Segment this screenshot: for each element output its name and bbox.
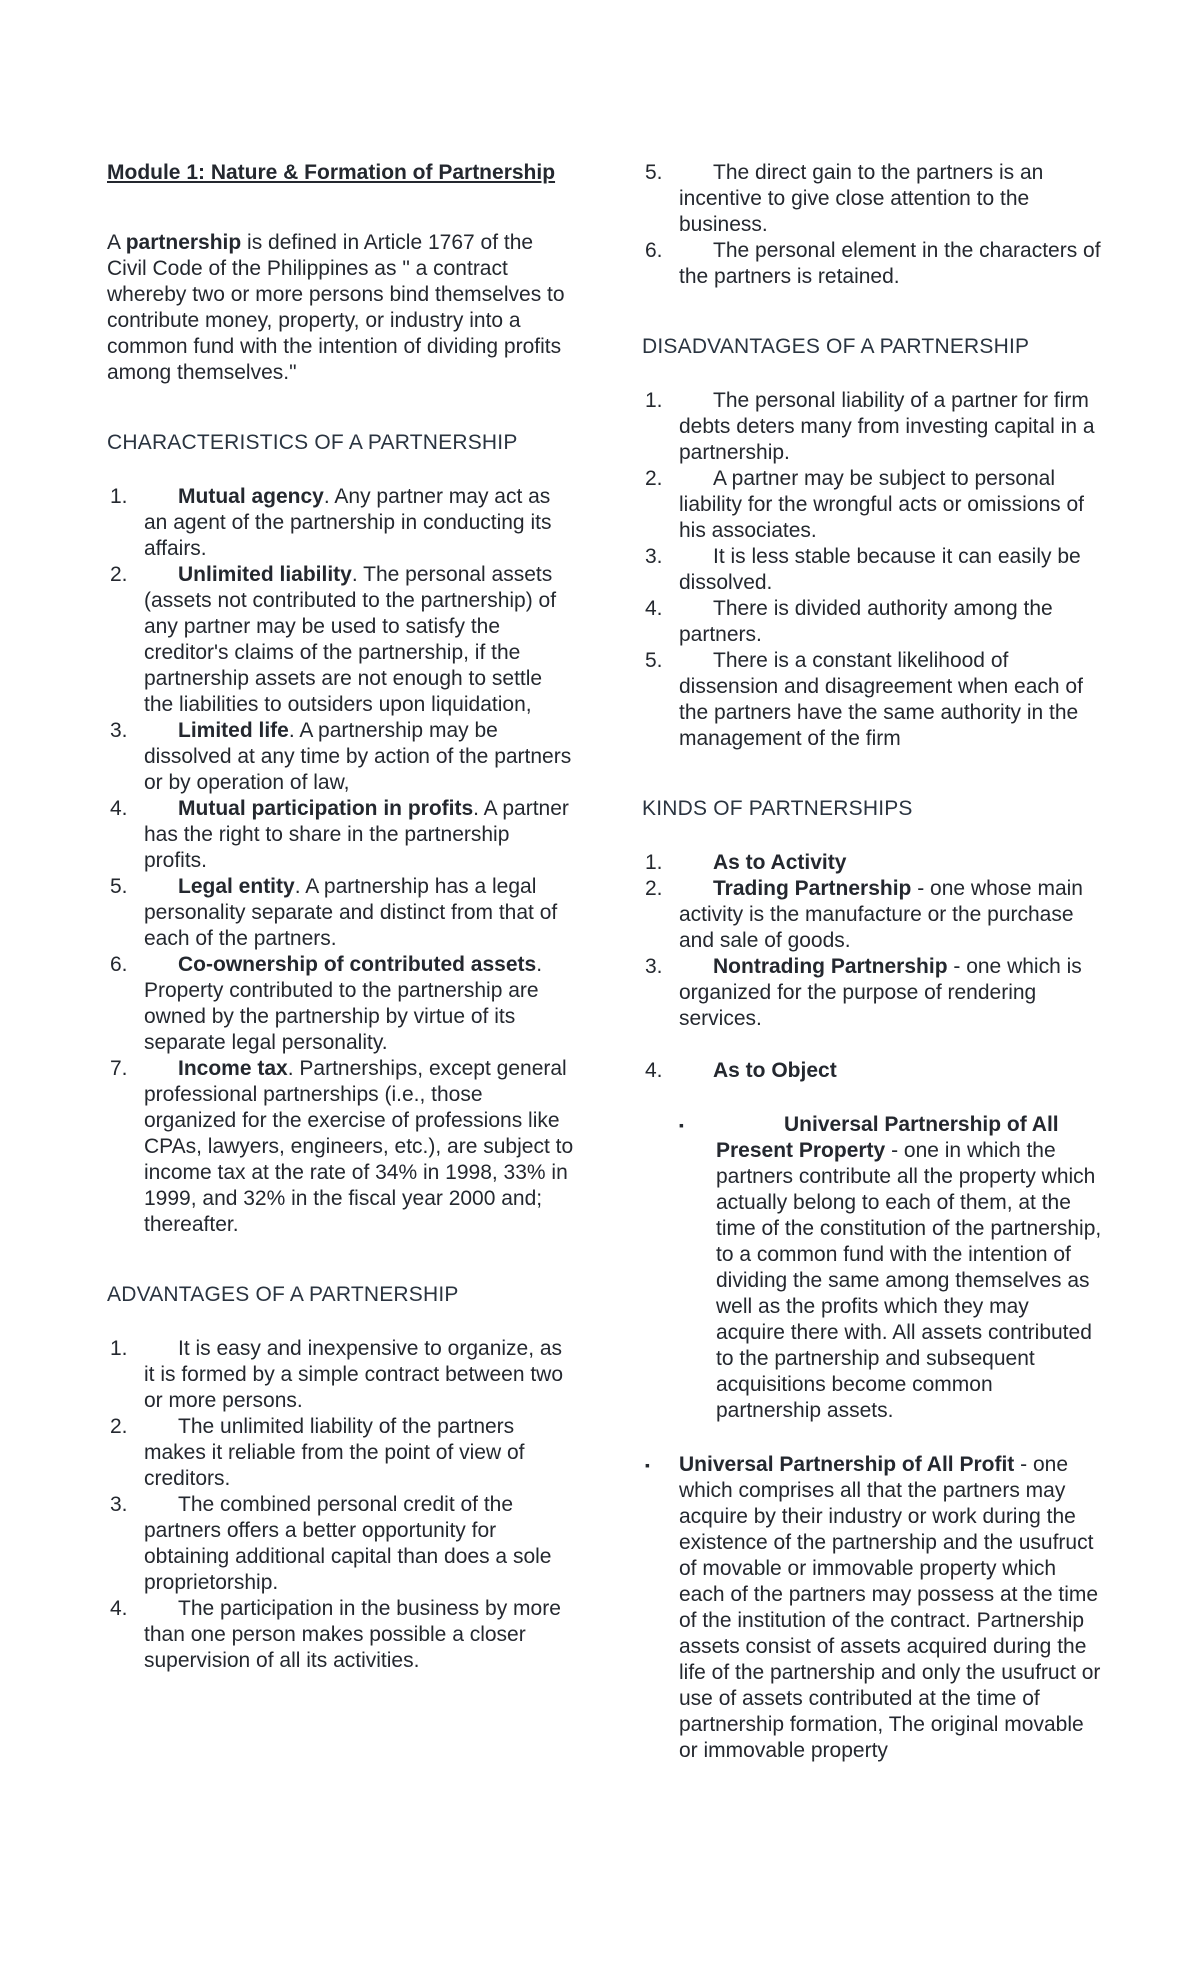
square-bullet-icon: ▪ [679, 1117, 684, 1133]
list-item [642, 850, 1102, 876]
intro-pre: A [107, 231, 126, 254]
list-item [642, 648, 1102, 752]
item-number: 4. [110, 797, 128, 820]
item-text: The participation in the business by more than one person makes possible a closer supervision of all its activities. [144, 1597, 561, 1672]
object-bullets [642, 1112, 1102, 1764]
item-number: 2. [110, 563, 128, 586]
item-number: 3. [110, 1493, 128, 1516]
characteristics-heading: CHARACTERISTICS OF A PARTNERSHIP [107, 431, 518, 454]
list-item [642, 544, 1102, 596]
item-number: 1. [645, 389, 663, 412]
item-text: There is a constant likelihood of dissension and disagreement when each of the partners have the same authority in the management of the firm [679, 649, 1083, 750]
item-number: 4. [645, 1059, 663, 1082]
item-number: 1. [110, 1337, 128, 1360]
list-item [107, 796, 577, 874]
item-number: 2. [110, 1415, 128, 1438]
item-text: . A partner has the right to share in the partnership profits. [144, 797, 569, 872]
square-bullet-icon: ▪ [645, 1457, 650, 1473]
item-number: 5. [110, 875, 128, 898]
item-text: - one in which the partners contribute all the property which actually belong to each of them, at the time of the constitution of the partnership, to a common fund with the intention of dividing the same among themselves as well as the profits which they may acquire there with. All assets contributed to the partnership and subsequent acquisitions become common partnership assets. [716, 1139, 1102, 1422]
item-term: Co-ownership of contributed assets [178, 953, 537, 976]
list-item [642, 596, 1102, 648]
item-number: 6. [110, 953, 128, 976]
kinds-list-object [642, 1058, 1102, 1084]
list-item [107, 562, 577, 718]
list-item [642, 160, 1102, 238]
item-term: Limited life [178, 719, 289, 742]
item-text: The direct gain to the partners is an incentive to give close attention to the business. [679, 161, 1044, 236]
item-number: 4. [110, 1597, 128, 1620]
item-number: 3. [110, 719, 128, 742]
item-number: 1. [110, 485, 128, 508]
module-title: Module 1: Nature & Formation of Partnership [107, 161, 556, 184]
list-item [107, 1492, 577, 1596]
list-item [107, 952, 577, 1056]
right-column [642, 160, 1102, 1764]
item-number: 2. [645, 877, 663, 900]
list-item [107, 1596, 577, 1674]
advantages-heading: ADVANTAGES OF A PARTNERSHIP [107, 1283, 459, 1306]
item-term: Universal Partnership of All Profit [679, 1453, 1015, 1476]
item-text: There is divided authority among the partners. [679, 597, 1053, 646]
item-text: - one which comprises all that the partners may acquire by their industry or work during the existence of the partnership and the usufruct of movable or immovable property which each of the partners may possess at the time of the institution of the contract. Partnership assets consist of assets acquired during the life of the partnership and only the usufruct or use of assets contributed at the time of partnership formation, The original movable or immovable property [679, 1453, 1101, 1762]
advantages-list [107, 1336, 577, 1674]
intro-post: is defined in Article 1767 of the Civil Code of the Philippines as " a contract whereby two or more persons bind themselves to contribute money, property, or industry into a common fund with the intention of dividing profits among themselves." [107, 231, 565, 384]
item-term: Nontrading Partnership [713, 955, 948, 978]
list-item [642, 954, 1102, 1032]
intro-term: partnership [125, 231, 242, 254]
intro-paragraph [107, 230, 577, 386]
item-text: It is easy and inexpensive to organize, as it is formed by a simple contract between two or more persons. [144, 1337, 564, 1412]
item-text: . Any partner may act as an agent of the partnership in conducting its affairs. [144, 485, 552, 560]
advantages-list-continued [642, 160, 1102, 290]
item-text: . Partnerships, except general professional partnerships (i.e., those organized for the exercise of professions like CPAs, lawyers, engineers, etc.), are subject to income tax at the rate of 34% in 1998, 33% in 1999, and 32% in the fiscal year 2000 and; thereafter. [144, 1057, 574, 1236]
list-item [107, 718, 577, 796]
item-text: . A partnership may be dissolved at any time by action of the partners or by operation of law, [144, 719, 572, 794]
item-text: A partner may be subject to personal liability for the wrongful acts or omissions of his associates. [679, 467, 1084, 542]
list-item [642, 1058, 1102, 1084]
item-number: 6. [645, 239, 663, 262]
disadvantages-list [642, 388, 1102, 752]
list-item [642, 388, 1102, 466]
list-item [642, 1452, 1102, 1764]
list-item [642, 466, 1102, 544]
item-text: - one which is organized for the purpose of rendering services. [679, 955, 1082, 1030]
item-text: . Property contributed to the partnership are owned by the partnership by virtue of its separate legal personality. [144, 953, 543, 1054]
kinds-heading: KINDS OF PARTNERSHIPS [642, 797, 913, 820]
item-number: 7. [110, 1057, 128, 1080]
item-number: 3. [645, 955, 663, 978]
item-number: 5. [645, 161, 663, 184]
item-text: . The personal assets (assets not contributed to the partnership) of any partner may be used to satisfy the creditor's claims of the partnership, if the partnership assets are not enough to settle the liabilities to outsiders upon liquidation, [144, 563, 557, 716]
item-term: Unlimited liability [178, 563, 352, 586]
kinds-list [642, 850, 1102, 1032]
item-text: It is less stable because it can easily be dissolved. [679, 545, 1081, 594]
item-term: Legal entity [178, 875, 295, 898]
item-text: The personal element in the characters of the partners is retained. [679, 239, 1101, 288]
item-number: 5. [645, 649, 663, 672]
item-term: As to Activity [713, 851, 847, 874]
item-text: The personal liability of a partner for firm debts deters many from investing capital in a partnership. [679, 389, 1095, 464]
disadvantages-heading: DISADVANTAGES OF A PARTNERSHIP [642, 335, 1030, 358]
item-text: The combined personal credit of the partners offers a better opportunity for obtaining additional capital than does a sole proprietorship. [144, 1493, 552, 1594]
item-term: As to Object [713, 1059, 837, 1082]
list-item [107, 484, 577, 562]
item-text: . A partnership has a legal personality separate and distinct from that of each of the partners. [144, 875, 558, 950]
list-item [642, 876, 1102, 954]
item-term: Mutual agency [178, 485, 324, 508]
list-item [642, 1112, 1102, 1424]
item-term: Universal Partnership of All Present Property [716, 1113, 1059, 1162]
item-number: 4. [645, 597, 663, 620]
list-item [107, 1414, 577, 1492]
item-term: Trading Partnership [713, 877, 912, 900]
item-text: - one whose main activity is the manufacture or the purchase and sale of goods. [679, 877, 1083, 952]
item-text: The unlimited liability of the partners makes it reliable from the point of view of creditors. [144, 1415, 525, 1490]
characteristics-list [107, 484, 577, 1238]
item-number: 2. [645, 467, 663, 490]
list-item [642, 238, 1102, 290]
list-item [107, 1056, 577, 1238]
item-number: 1. [645, 851, 663, 874]
item-number: 3. [645, 545, 663, 568]
item-term: Income tax [178, 1057, 288, 1080]
left-column [107, 160, 577, 1674]
list-item [107, 874, 577, 952]
list-item [107, 1336, 577, 1414]
item-term: Mutual participation in profits [178, 797, 474, 820]
